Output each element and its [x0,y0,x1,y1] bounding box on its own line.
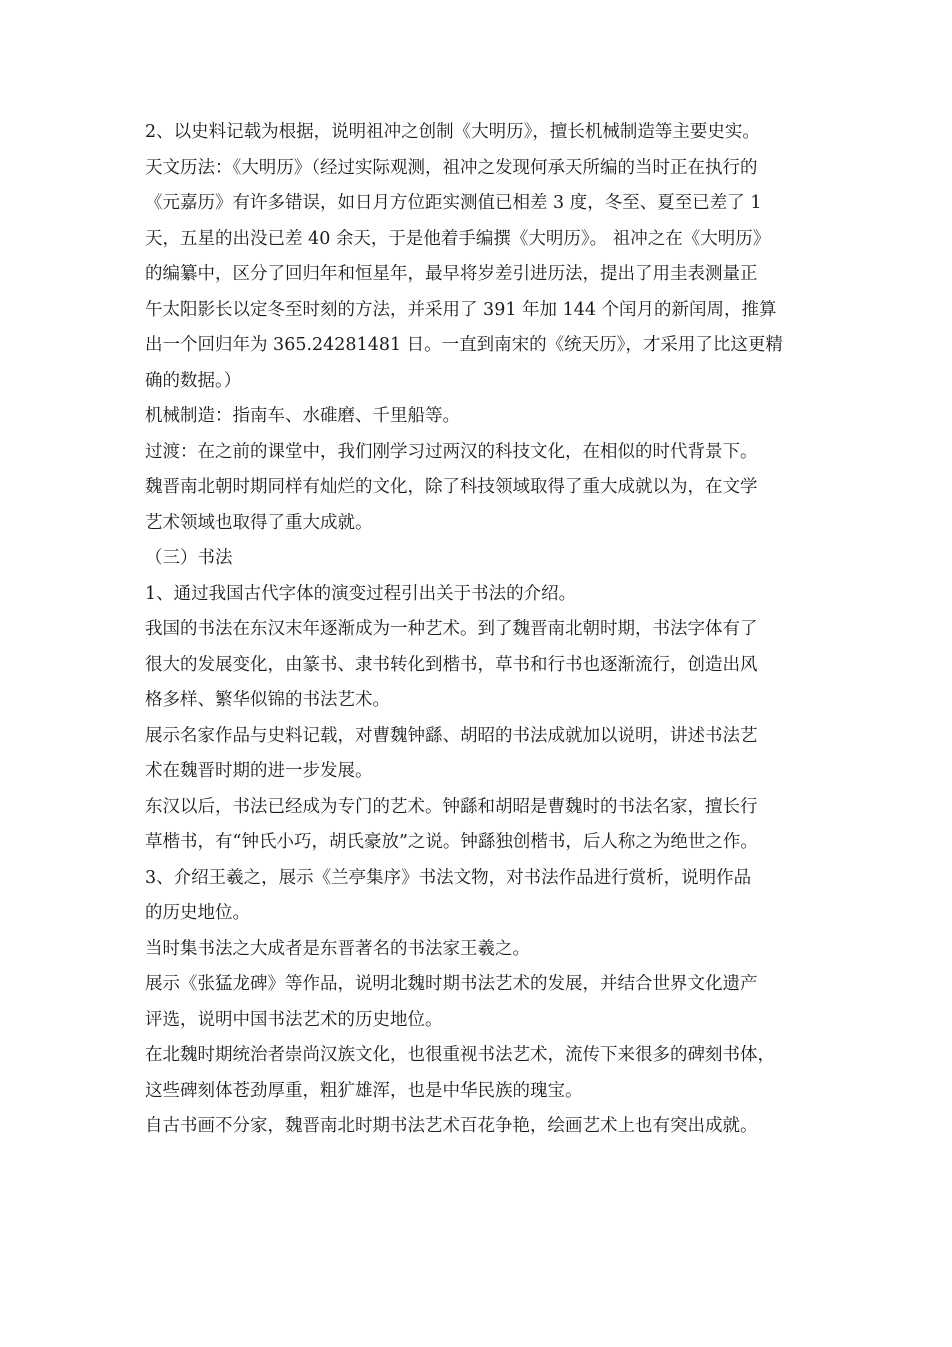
text-line: 天文历法：《大明历》（经过实际观测，祖冲之发现何承天所编的当时正在执行的 [145,157,758,178]
text-line: 天，五星的出没已差 40 余天，于是他着手编撰《大明历》。 祖冲之在《大明历》 [145,228,771,249]
text-line: 1、通过我国古代字体的演变过程引出关于书法的介绍。 [145,583,577,604]
text-line: 术在魏晋时期的进一步发展。 [145,761,373,781]
text-line: 展示《张猛龙碑》等作品，说明北魏时期书法艺术的发展，并结合世界文化遗产 [145,974,758,994]
text-line: 的历史地位。 [145,903,250,923]
text-line: 格多样、繁华似锦的书法艺术。 [145,690,390,710]
section-heading: （三）书法 [145,548,233,568]
text-line: 自古书画不分家，魏晋南北时期书法艺术百花争艳，绘画艺术上也有突出成就。 [145,1116,758,1136]
text-line: 展示名家作品与史料记载，对曹魏钟繇、胡昭的书法成就加以说明，讲述书法艺 [145,725,758,746]
text-line: 机械制造：指南车、水碓磨、千里船等。 [145,406,460,426]
text-line: 3、介绍王羲之，展示《兰亭集序》书法文物，对书法作品进行赏析，说明作品 [145,867,752,888]
text-line: 艺术领域也取得了重大成就。 [145,512,373,533]
text-line: 东汉以后，书法已经成为专门的艺术。钟繇和胡昭是曹魏时的书法名家，擅长行 [145,796,758,817]
text-line: 当时集书法之大成者是东晋著名的书法家王羲之。 [145,938,530,959]
text-line: 《元嘉历》有许多错误，如日月方位距实测值已相差 3 度，冬至、夏至已差了 1 [145,193,762,213]
text-line: 确的数据。） [145,370,242,391]
document-body [145,117,813,1141]
text-line: 魏晋南北朝时期同样有灿烂的文化，除了科技领域取得了重大成就以为，在文学 [145,477,758,497]
text-line: 在北魏时期统治者崇尚汉族文化，也很重视书法艺术，流传下来很多的碑刻书体， [145,1045,775,1065]
text-line: 的编纂中，区分了回归年和恒星年，最早将岁差引进历法，提出了用圭表测量正 [145,264,758,284]
text-line: 评选，说明中国书法艺术的历史地位。 [145,1009,443,1030]
text-line: 草楷书，有“钟氏小巧，胡氏豪放”之说。钟繇独创楷书，后人称之为绝世之作。 [145,832,758,852]
text-line: 出一个回归年为 365.24281481 日。一直到南宋的《统天历》，才采用了比这更精 [145,335,783,355]
text-line: 我国的书法在东汉末年逐渐成为一种艺术。到了魏晋南北朝时期，书法字体有了 [145,619,758,639]
text-line: 很大的发展变化，由篆书、隶书转化到楷书，草书和行书也逐渐流行，创造出风 [145,654,758,675]
text-line: 这些碑刻体苍劲厚重，粗犷雄浑，也是中华民族的瑰宝。 [145,1080,583,1101]
text-line: 2、以史料记载为根据，说明祖冲之创制《大明历》，擅长机械制造等主要史实。 [145,122,760,142]
text-line: 过渡：在之前的课堂中，我们刚学习过两汉的科技文化，在相似的时代背景下。 [145,441,758,462]
text-line: 午太阳影长以定冬至时刻的方法，并采用了 391 年加 144 个闰月的新闰周，推算 [145,299,777,320]
